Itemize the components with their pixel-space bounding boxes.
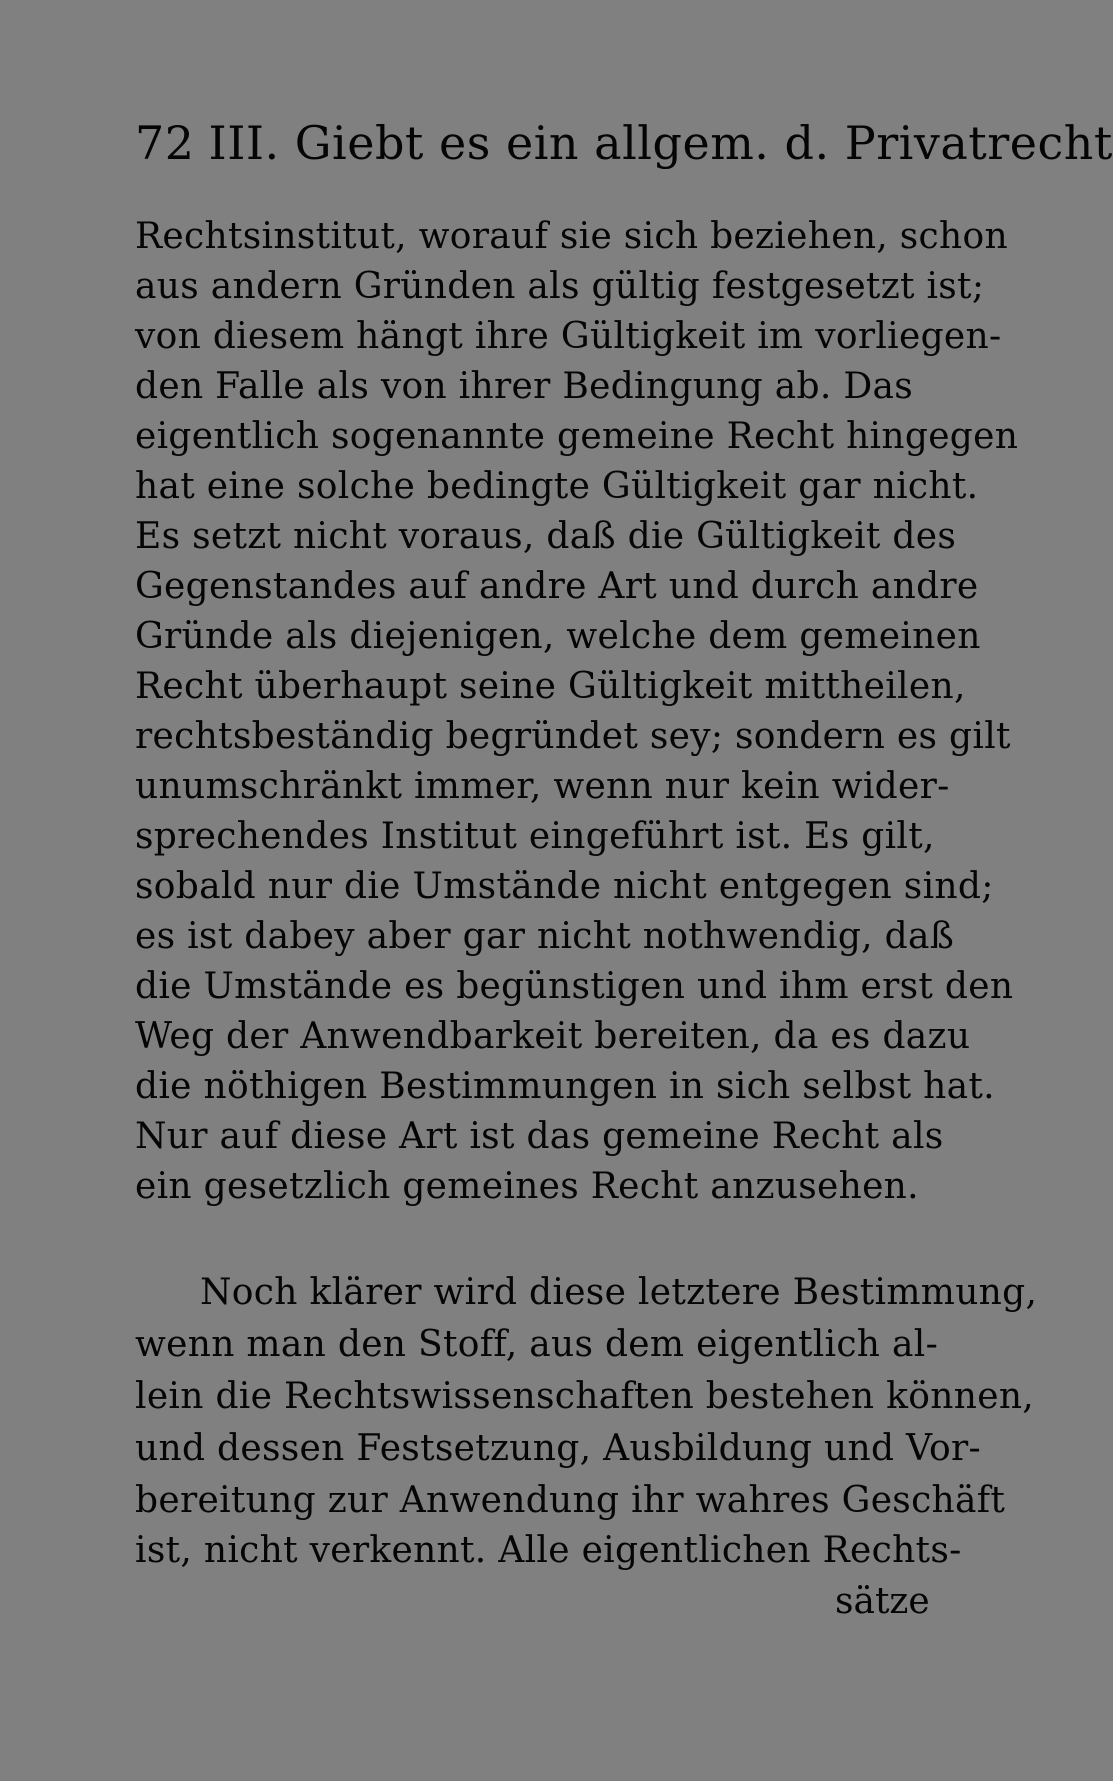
text-line: von diesem hängt ihre Gültigkeit im vorliegen-	[135, 316, 1002, 357]
text-line: unumschränkt immer, wenn nur kein wider-	[135, 766, 950, 807]
running-header	[135, 108, 1113, 178]
text-line: die Umstände es begünstigen und ihm erst den	[135, 966, 1014, 1007]
text-line: Noch klärer wird diese letztere Bestimmung,	[200, 1272, 1038, 1313]
text-line: ein gesetzlich gemeines Recht anzusehen.	[135, 1166, 919, 1207]
text-line: sprechendes Institut eingeführt ist. Es gilt,	[135, 816, 935, 857]
text-line: hat eine solche bedingte Gültigkeit gar nicht.	[135, 466, 979, 507]
text-line: lein die Rechtswissenschaften bestehen können,	[135, 1376, 1035, 1417]
catchword: sätze	[835, 1581, 930, 1622]
text-line: eigentlich sogenannte gemeine Recht hingegen	[135, 416, 1019, 457]
text-line: Gründe als diejenigen, welche dem gemeinen	[135, 616, 981, 657]
running-title: III. Giebt es ein allgem. d. Privatrecht	[208, 116, 1113, 170]
text-line: die nöthigen Bestimmungen in sich selbst hat.	[135, 1066, 995, 1107]
text-line: Nur auf diese Art ist das gemeine Recht als	[135, 1116, 944, 1157]
text-line: den Falle als von ihrer Bedingung ab. Das	[135, 366, 914, 407]
text-line: es ist dabey aber gar nicht nothwendig, daß	[135, 916, 955, 957]
text-line: wenn man den Stoff, aus dem eigentlich al-	[135, 1324, 939, 1365]
text-line: Weg der Anwendbarkeit bereiten, da es dazu	[135, 1016, 971, 1057]
text-line: ist, nicht verkennt. Alle eigentlichen Rechts-	[135, 1530, 962, 1571]
text-line: Es setzt nicht voraus, daß die Gültigkeit des	[135, 516, 957, 557]
text-line: sobald nur die Umstände nicht entgegen sind;	[135, 866, 994, 907]
text-line: bereitung zur Anwendung ihr wahres Geschäft	[135, 1480, 1006, 1521]
page-number: 72	[135, 116, 195, 170]
text-line: Recht überhaupt seine Gültigkeit mittheilen,	[135, 666, 966, 707]
text-line: Gegenstandes auf andre Art und durch andre	[135, 566, 979, 607]
text-line: und dessen Festsetzung, Ausbildung und Vor-	[135, 1428, 981, 1469]
text-line: rechtsbeständig begründet sey; sondern es gilt	[135, 716, 1011, 757]
text-line: aus andern Gründen als gültig festgesetzt ist;	[135, 266, 985, 307]
text-line: Rechtsinstitut, worauf sie sich beziehen, schon	[135, 216, 1008, 257]
